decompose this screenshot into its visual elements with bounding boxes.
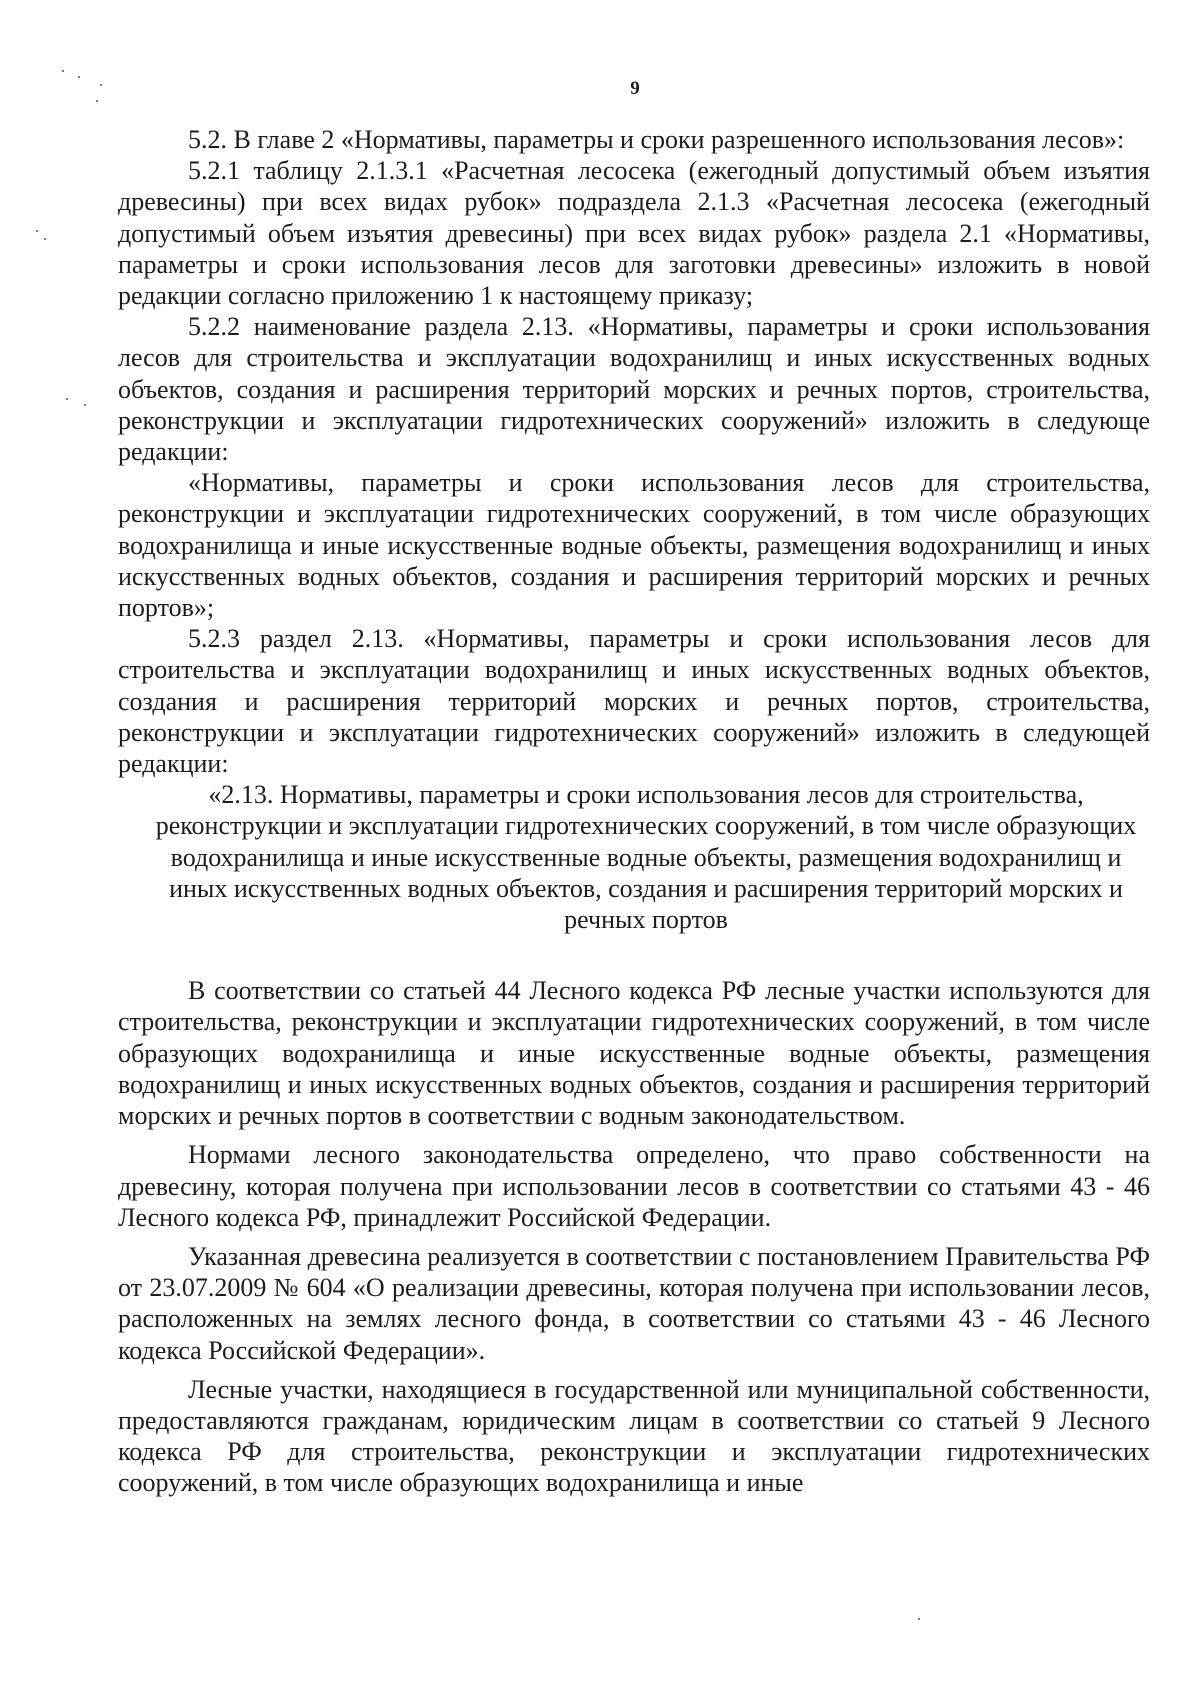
paragraph-5-2-1: 5.2.1 таблицу 2.1.3.1 «Расчетная лесосека (ежегодный допустимый объем изъятия древесины) при всех видах рубок» подраздела 2.1.3 «Расчетная лесосека (ежегодный допустимый объем изъятия древесины) при всех видах рубок» раздела 2.1 «Нормативы, параметры и сроки использования лесов для заготовки древесины» изложить в новой редакции согласно приложению 1 к настоящему приказу;: [118, 156, 1150, 311]
scan-speck: [62, 70, 64, 72]
paragraph-quoted-title: «Нормативы, параметры и сроки использования лесов для строительства, реконструкции и эксплуатации гидротехнических сооружений, в том числе образующих водохранилища и иные искусственные водные объекты, размещения водохранилищ и иных искусственных водных объектов, создания и расширения территорий морских и речных портов»;: [118, 468, 1150, 623]
paragraph-5-2-3: 5.2.3 раздел 2.13. «Нормативы, параметры и сроки использования лесов для строительства и эксплуатации водохранилищ и иных искусственных водных объектов, создания и расширения территорий морских и речных портов, строительства, реконструкции и эксплуатации гидротехнических сооружений» изложить в следующей редакции:: [118, 624, 1150, 779]
scan-speck: [84, 404, 86, 406]
scan-speck: [44, 238, 46, 240]
paragraph-5-2-2: 5.2.2 наименование раздела 2.13. «Нормативы, параметры и сроки использования лесов для строительства и эксплуатации водохранилищ и иных искусственных водных объектов, создания и расширения территорий морских и речных портов, строительства, реконструкции и эксплуатации гидротехнических сооружений» изложить в следующе редакции:: [118, 312, 1150, 467]
scan-speck: [36, 230, 38, 232]
paragraph-ownership: Нормами лесного законодательства определено, что право собственности на древесину, которая получена при использовании лесов в соответствии со статьями 43 - 46 Лесного кодекса РФ, принадлежит Российской Федерации.: [118, 1140, 1150, 1232]
section-heading-2-13: «2.13. Нормативы, параметры и сроки использования лесов для строительства, реконструкции и эксплуатации гидротехнических сооружений, в том числе образующих водохранилища и иные искусственные водные объекты, размещения водохранилищ и иных искусственных водных объектов, создания и расширения территорий морских и речных портов: [155, 780, 1137, 935]
scan-speck: [78, 76, 80, 78]
scan-speck: [66, 398, 68, 400]
document-body: [118, 124, 1150, 1499]
paragraph-land-plots: Лесные участки, находящиеся в государственной или муниципальной собственности, предоставляются гражданам, юридическим лицам в соответствии со статьей 9 Лесного кодекса РФ для строительства, реконструкции и эксплуатации гидротехнических сооружений, в том числе образующих водохранилища и иные: [118, 1374, 1150, 1498]
scan-speck: [100, 84, 102, 86]
scan-speck: [918, 1618, 920, 1620]
page-number: 9: [630, 78, 640, 99]
paragraph-5-2: 5.2. В главе 2 «Нормативы, параметры и сроки разрешенного использования лесов»:: [188, 125, 1125, 154]
paragraph-resolution-604: Указанная древесина реализуется в соответствии с постановлением Правительства РФ от 23.07.2009 № 604 «О реализации древесины, которая получена при использовании лесов, расположенных на землях лесного фонда, в соответствии со статьями 43 - 46 Лесного кодекса Российской Федерации».: [118, 1241, 1150, 1365]
paragraph-article-44: В соответствии со статьей 44 Лесного кодекса РФ лесные участки используются для строительства, реконструкции и эксплуатации гидротехнических сооружений, в том числе образующих водохранилища и иные искусственные водные объекты, размещения водохранилищ и иных искусственных водных объектов, создания и расширения территорий морских и речных портов в соответствии с водным законодательством.: [118, 976, 1150, 1131]
section-spacer: [118, 935, 1150, 975]
scan-speck: [96, 100, 98, 102]
